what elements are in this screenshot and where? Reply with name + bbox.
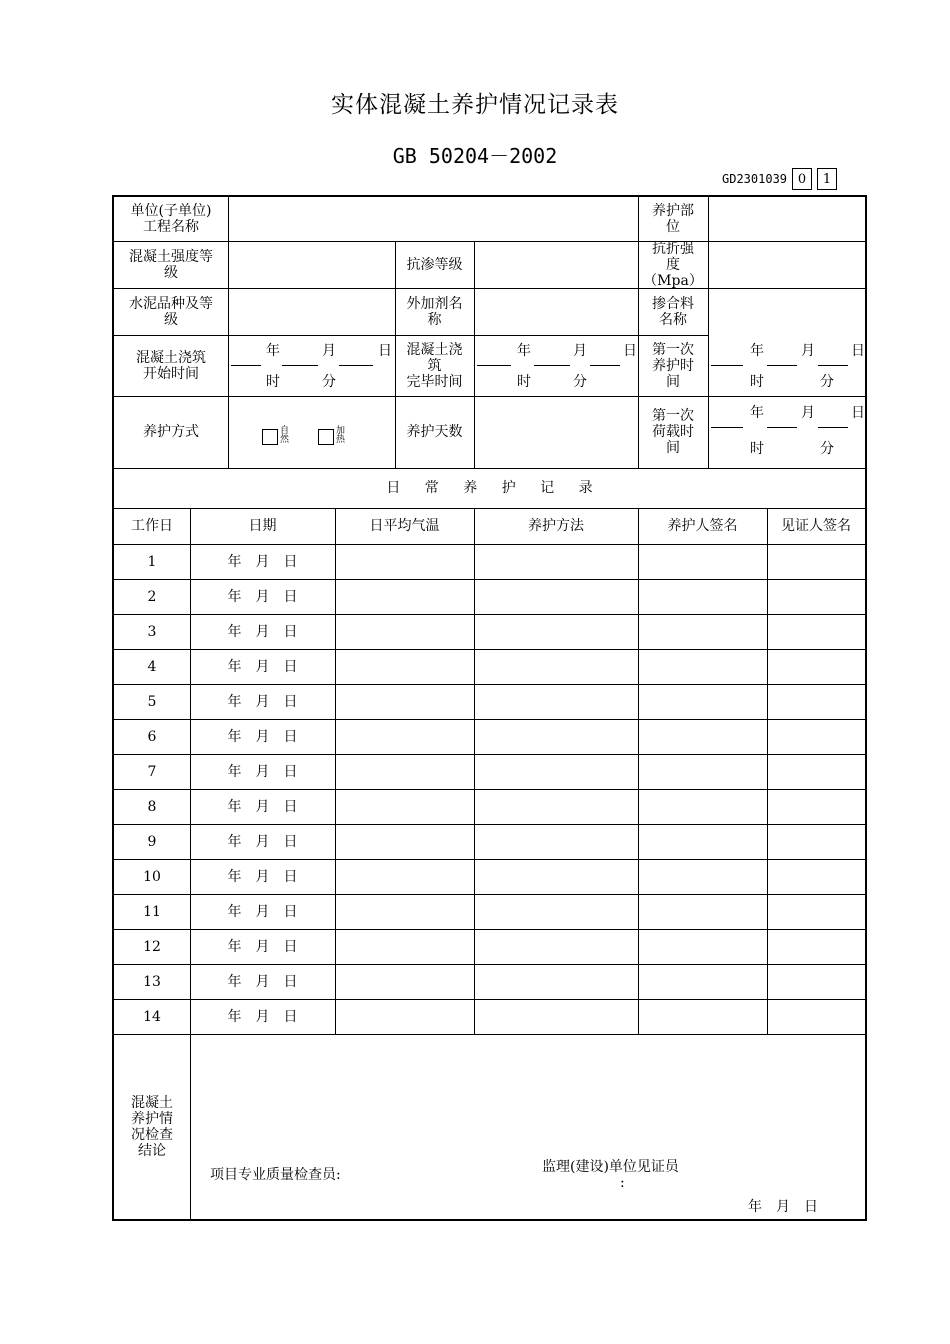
form-code-prefix: GD2301039 [722, 172, 788, 186]
curer-signature-cell[interactable] [638, 649, 767, 684]
record-date[interactable]: 年 月 日 [227, 938, 298, 955]
curer-signature-cell[interactable] [638, 824, 767, 859]
curing-method-cell[interactable] [474, 789, 638, 824]
unit-name-label: 单位(子单位) 工程名称 [130, 203, 212, 235]
avg-temp-cell[interactable] [335, 999, 474, 1034]
curing-method-cell[interactable] [474, 964, 638, 999]
form-title: 实体混凝土养护情况记录表 [331, 92, 619, 118]
record-date[interactable]: 年 月 日 [227, 833, 298, 850]
quality-inspector-label: 项目专业质量检查员: [210, 1167, 341, 1183]
curer-signature-cell[interactable] [638, 999, 767, 1034]
record-table: 单位(子单位) 工程名称 养护部 位 混凝土强度等 级 抗渗等级 抗折强 度 （Mpa） 水泥品种及等 级 外加剂名 称 掺合料 名称 混凝土浇筑 开始时间 混凝土浇 筑 完毕时间 第一次 养护时 间 年 月 日 时 分 年 月 日 时 分 年 月 日 时 分 养护方式 自然 加热 养护天数 第一次 荷载时 间 年 月 日 时 分 日 常 养 护 记 录 工作日 日期 日平均气温 养护方法 养护人签名 见证人签名 1 年 月 日 2 年 月 日 3 年 月 日 4 年 月 日 5 年 月 日 6 年 月 日 7 年 月 日 8 年 月 日 9 年 月 日 10 年 月 日 11 年 月 日 12 年 月 日 13 年 月 日 14 年 月 日 混凝土 养护情 况检查 结论 项目专业质量检查员: 监理(建设)单位见证员 : 年 月 日 [112, 195, 867, 1221]
curer-signature-cell[interactable] [638, 964, 767, 999]
record-date[interactable]: 年 月 日 [227, 623, 298, 640]
blend-label: 掺合料 名称 [652, 295, 694, 328]
col-witness-signature: 见证人签名 [781, 518, 851, 534]
workday-number: 14 [143, 1008, 161, 1025]
curing-part-label: 养护部 位 [652, 203, 694, 235]
impermeability-value[interactable] [474, 241, 638, 288]
record-date[interactable]: 年 月 日 [227, 798, 298, 815]
witness-signature-cell[interactable] [767, 649, 865, 684]
conclusion-label: 混凝土 养护情 况检查 结论 [131, 1094, 173, 1159]
supervisor-witness-colon: : [620, 1175, 625, 1191]
avg-temp-cell[interactable] [335, 579, 474, 614]
workday-number: 9 [147, 833, 157, 850]
witness-signature-cell[interactable] [767, 999, 865, 1034]
avg-temp-cell[interactable] [335, 614, 474, 649]
record-date[interactable]: 年 月 日 [227, 903, 298, 920]
unit-name-value[interactable] [228, 197, 638, 241]
strength-grade-label: 混凝土强度等 级 [129, 248, 213, 281]
workday-number: 7 [147, 763, 157, 780]
curing-method-cell[interactable] [474, 754, 638, 789]
avg-temp-cell[interactable] [335, 894, 474, 929]
workday-number: 11 [143, 903, 161, 920]
standard-number: GB 50204－2002 [392, 144, 558, 168]
curing-method-cell[interactable] [474, 579, 638, 614]
curer-signature-cell[interactable] [638, 614, 767, 649]
record-date[interactable]: 年 月 日 [227, 588, 298, 605]
witness-signature-cell[interactable] [767, 964, 865, 999]
curing-method-cell[interactable] [474, 649, 638, 684]
curer-signature-cell[interactable] [638, 894, 767, 929]
record-date[interactable]: 年 月 日 [227, 763, 298, 780]
pour-start-label: 混凝土浇筑 开始时间 [136, 349, 206, 382]
record-date[interactable]: 年 月 日 [227, 973, 298, 990]
avg-temp-cell[interactable] [335, 754, 474, 789]
col-date: 日期 [248, 518, 277, 534]
workday-number: 10 [143, 868, 161, 885]
witness-signature-cell[interactable] [767, 614, 865, 649]
witness-signature-cell[interactable] [767, 859, 865, 894]
col-avg-temp: 日平均气温 [369, 518, 440, 534]
curer-signature-cell[interactable] [638, 789, 767, 824]
form-code [722, 168, 837, 190]
curing-part-value[interactable] [708, 197, 865, 241]
form-code-box-1[interactable]: 0 [792, 168, 812, 190]
curing-method-cell[interactable] [474, 999, 638, 1034]
pour-end-label: 混凝土浇 筑 完毕时间 [406, 341, 463, 390]
record-date[interactable]: 年 月 日 [227, 728, 298, 745]
first-cure-label: 第一次 养护时 间 [652, 341, 694, 390]
curing-days-label: 养护天数 [406, 424, 463, 440]
curer-signature-cell[interactable] [638, 719, 767, 754]
col-curing-method: 养护方法 [528, 518, 584, 534]
curer-signature-cell[interactable] [638, 929, 767, 964]
avg-temp-cell[interactable] [335, 719, 474, 754]
curer-signature-cell[interactable] [638, 684, 767, 719]
workday-number: 4 [147, 658, 157, 675]
workday-number: 5 [147, 693, 157, 710]
supervisor-witness-label: 监理(建设)单位见证员 [542, 1159, 679, 1175]
curing-days-value[interactable] [474, 396, 638, 468]
curing-method-label: 养护方式 [143, 424, 199, 440]
witness-signature-cell[interactable] [767, 719, 865, 754]
workday-number: 13 [143, 973, 161, 990]
witness-signature-cell[interactable] [767, 579, 865, 614]
avg-temp-cell[interactable] [335, 929, 474, 964]
col-curer-signature: 养护人签名 [667, 518, 738, 534]
witness-signature-cell[interactable] [767, 544, 865, 579]
avg-temp-cell[interactable] [335, 964, 474, 999]
workday-number: 8 [147, 798, 157, 815]
witness-signature-cell[interactable] [767, 894, 865, 929]
curing-method-cell[interactable] [474, 929, 638, 964]
workday-number: 12 [143, 938, 161, 955]
witness-signature-cell[interactable] [767, 684, 865, 719]
daily-record-title: 日 常 养 护 记 录 [386, 480, 593, 496]
curer-signature-cell[interactable] [638, 579, 767, 614]
curer-signature-cell[interactable] [638, 544, 767, 579]
workday-number: 3 [147, 623, 157, 640]
witness-signature-cell[interactable] [767, 789, 865, 824]
natural-option-label: 自然 [280, 426, 290, 445]
curing-method-cell[interactable] [474, 894, 638, 929]
witness-signature-cell[interactable] [767, 929, 865, 964]
workday-number: 1 [147, 553, 157, 570]
flexural-strength-label: 抗折强 度 （Mpa） [643, 240, 703, 289]
form-code-box-2[interactable]: 1 [817, 168, 837, 190]
curing-method-cell[interactable] [474, 824, 638, 859]
record-date[interactable]: 年 月 日 [227, 693, 298, 710]
curing-method-cell[interactable] [474, 859, 638, 894]
workday-number: 2 [147, 588, 157, 605]
curing-method-cell[interactable] [474, 544, 638, 579]
curing-method-cell[interactable] [474, 719, 638, 754]
cement-grade-label: 水泥品种及等 级 [129, 295, 213, 328]
avg-temp-cell[interactable] [335, 859, 474, 894]
curer-signature-cell[interactable] [638, 859, 767, 894]
conclusion-text-area[interactable] [190, 1034, 865, 1154]
record-date[interactable]: 年 月 日 [227, 868, 298, 885]
curing-method-cell[interactable] [474, 684, 638, 719]
flexural-strength-value[interactable] [708, 241, 865, 288]
workday-number: 6 [147, 728, 157, 745]
witness-signature-cell[interactable] [767, 754, 865, 789]
curing-method-cell[interactable] [474, 614, 638, 649]
avg-temp-cell[interactable] [335, 544, 474, 579]
first-load-label: 第一次 荷载时 间 [652, 408, 694, 456]
witness-signature-cell[interactable] [767, 824, 865, 859]
avg-temp-cell[interactable] [335, 824, 474, 859]
conclusion-date: 年 月 日 [748, 1199, 818, 1215]
natural-checkbox[interactable] [262, 429, 278, 445]
record-date[interactable]: 年 月 日 [227, 658, 298, 675]
record-date[interactable]: 年 月 日 [227, 553, 298, 570]
impermeability-label: 抗渗等级 [406, 256, 463, 273]
col-workday: 工作日 [131, 518, 173, 534]
avg-temp-cell[interactable] [335, 649, 474, 684]
avg-temp-cell[interactable] [335, 789, 474, 824]
avg-temp-cell[interactable] [335, 684, 474, 719]
heating-option-label: 加热 [336, 426, 346, 445]
record-date[interactable]: 年 月 日 [227, 1008, 298, 1025]
strength-grade-value[interactable] [228, 241, 395, 288]
heating-checkbox[interactable] [318, 429, 334, 445]
curer-signature-cell[interactable] [638, 754, 767, 789]
admixture-label: 外加剂名 称 [406, 295, 463, 328]
